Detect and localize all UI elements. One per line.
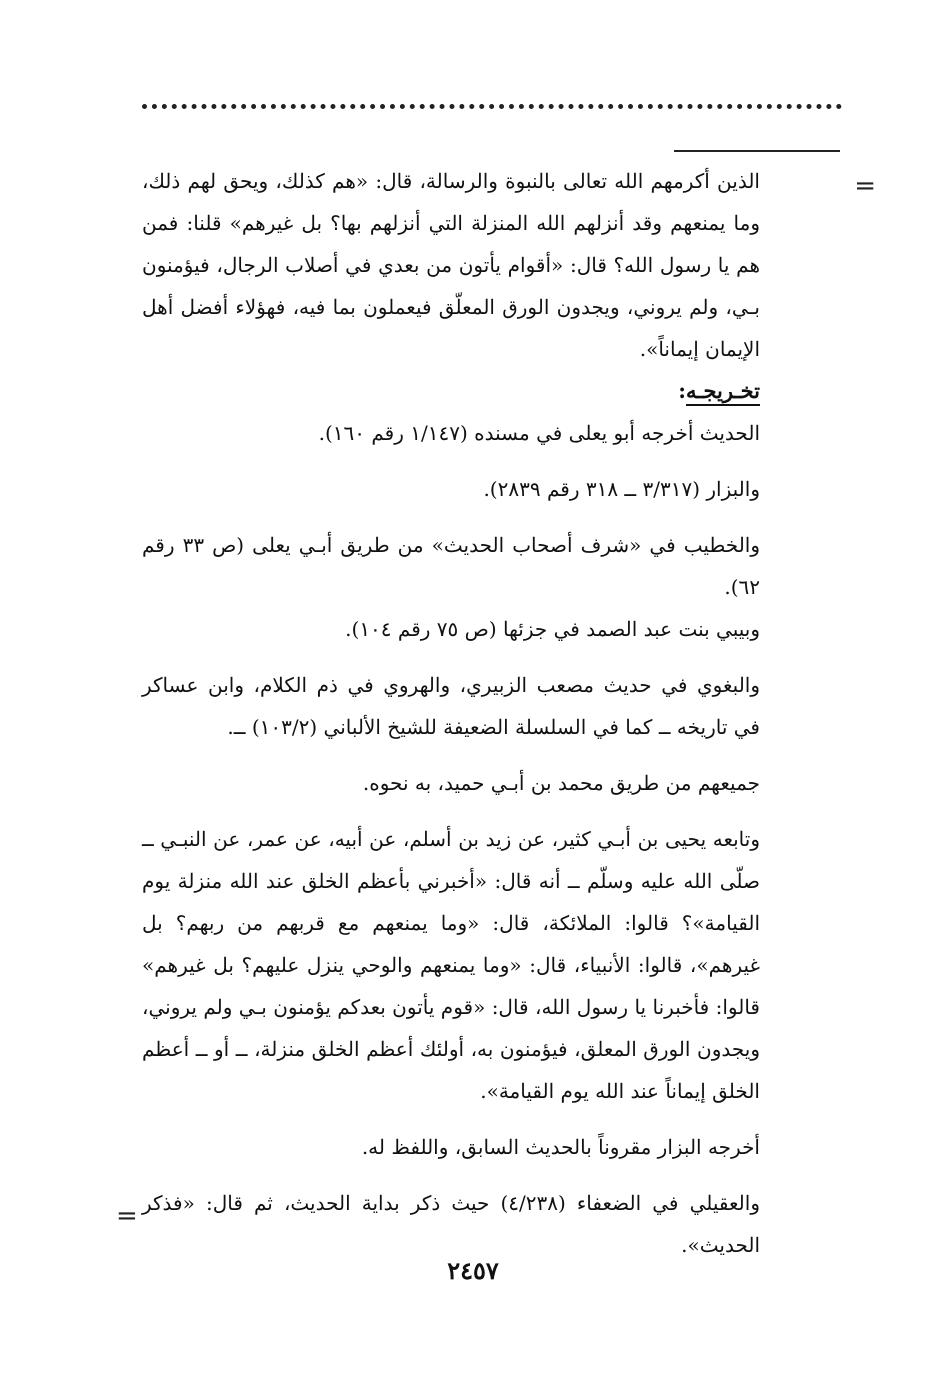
continuation-mark-top: =	[854, 171, 876, 201]
hadith-text: الذين أكرمهم الله تعالى بالنبوة والرسالة، قال: «هم كذلك، ويحق لهم ذلك، وما يمنعهم وقد أنزلهم الله المنزلة التي أنزلهم بها؟ بل غيرهم» قلنا: فمن هم يا رسول الله؟ قال: «أقوام يأتون من بعدي في أصلاب الرجال، فيؤمنون بـي، ولم يروني، ويجدون الورق المعلّق فيعملون بما فيه، فهؤلاء أفضل أهل الإيمان إيماناً».	[142, 169, 760, 361]
takhrij-uqayli: والعقيلي في الضعفاء (٤/٢٣٨) حيث ذكر بداية الحديث، ثم قال: «فذكر الحديث».	[142, 1191, 760, 1257]
takhrij-heading-text: تخـريجـه	[686, 378, 760, 403]
takhrij-bazzar: والبزار (٣/٣١٧ ــ ٣١٨ رقم ٢٨٣٩).	[483, 477, 760, 501]
takhrij-abu-yala: الحديث أخرجه أبو يعلى في مسنده (١/١٤٧ رقم ١٦٠).	[318, 421, 760, 445]
page-number: ٢٤٥٧	[447, 1256, 499, 1285]
takhrij-bibi: وبيبي بنت عبد الصمد في جزئها (ص ٧٥ رقم ١٠٤).	[345, 617, 760, 641]
takhrij-heading	[142, 370, 760, 412]
mutabaah-hadith: وتابعه يحيى بن أبـي كثير، عن زيد بن أسلم، عن أبيه، عن عمر، عن النبـي ــ صلّى الله عليه وسلّم ــ أنه قال: «أخبرني بأعظم الخلق عند الله منزلة يوم القيامة»؟ قالوا: الملائكة، قال: «وما يمنعهم مع قربهم من ربهم؟ بل غيرهم»، قالوا: الأنبياء، قال: «وما يمنعهم والوحي ينزل عليهم؟ بل غيرهم» قالوا: فأخبرنا يا رسول الله، قال: «قوم يأتون بعدكم يؤمنون بـي ولم يروني، ويجدون الورق المعلق، فيؤمنون به، أولئك أعظم الخلق منزلة، ــ أو ــ أعظم الخلق إيماناً عند الله يوم القيامة».	[142, 827, 760, 1103]
takhrij-baghawi: والبغوي في حديث مصعب الزبيري، والهروي في ذم الكلام، وابن عساكر في تاريخه ــ كما في السلسلة الضعيفة للشيخ الألباني (١٠٣/٢) ــ.	[142, 673, 760, 739]
page-body	[142, 160, 760, 1266]
dotted-separator	[142, 104, 842, 109]
takhrij-common-route: جميعهم من طريق محمد بن أبـي حميد، به نحوه.	[362, 771, 760, 795]
continuation-mark-bottom: =	[116, 1201, 138, 1231]
takhrij-heading-colon: :	[678, 378, 687, 403]
takhrij-khatib: والخطيب في «شرف أصحاب الحديث» من طريق أبـي يعلى (ص ٣٣ رقم ٦٢).	[142, 533, 761, 599]
takhrij-bazzar-combined: أخرجه البزار مقروناً بالحديث السابق، واللفظ له.	[361, 1135, 760, 1159]
section-rule	[674, 150, 840, 152]
